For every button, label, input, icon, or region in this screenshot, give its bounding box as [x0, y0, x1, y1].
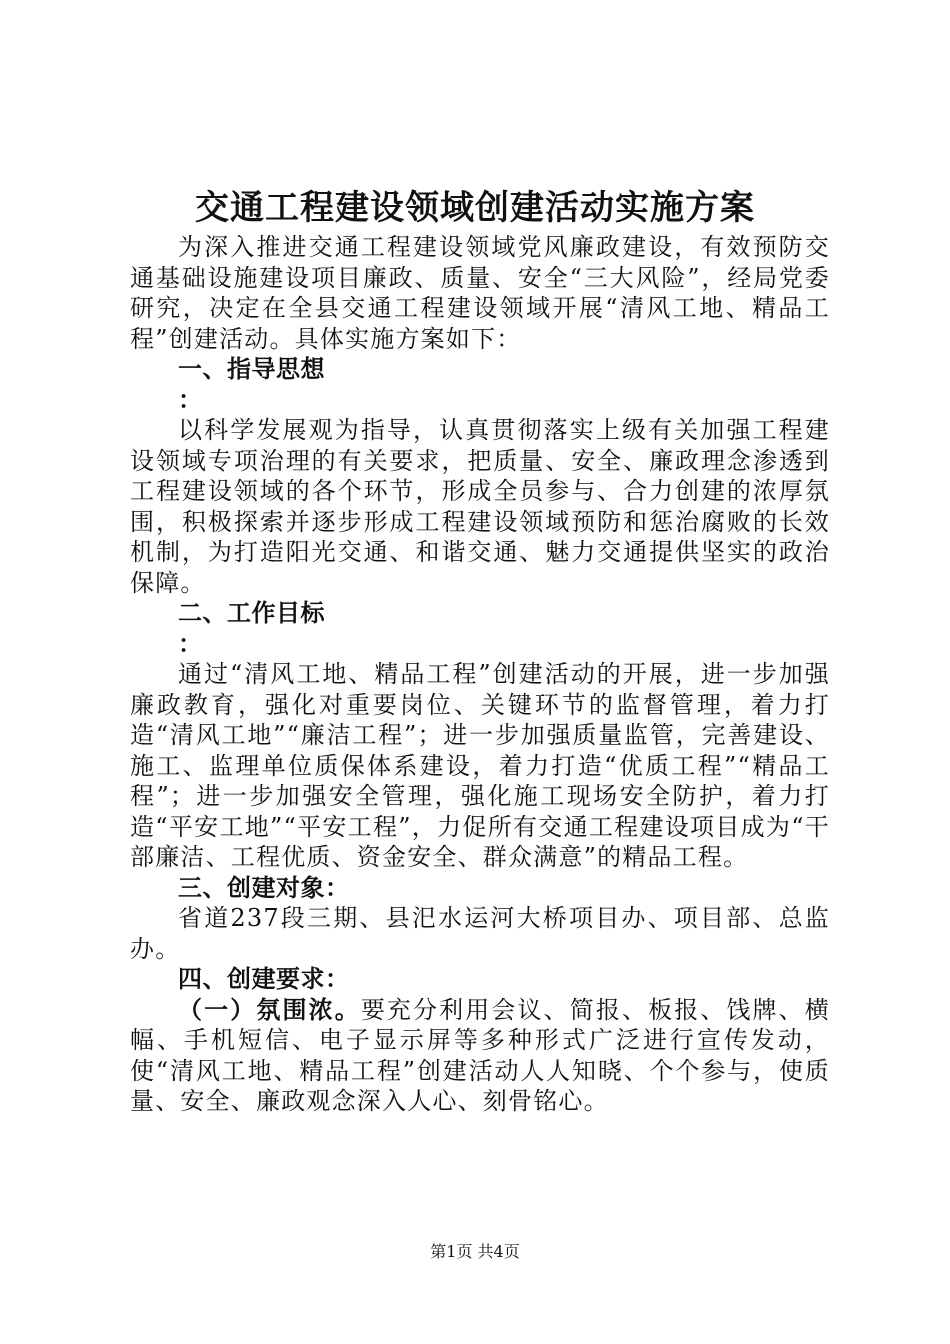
intro-paragraph: 为深入推进交通工程建设领域党风廉政建设，有效预防交通基础设施建设项目廉政、质量、安全“三大风险”，经局党委研究，决定在全县交通工程建设领域开展“清风工地、精品工程”创建活动。具体实施方案如下： — [130, 233, 830, 353]
section-heading-requirements: 四、创建要求： — [178, 965, 350, 993]
requirement-item-text: 要充分利用会议、简报、板报、饯牌、横幅、手机短信、电子显示屏等多种形式广泛进行宣传发动，使“清风工地、精品工程”创建活动人人知晓、个个参与，使质量、安全、廉政观念深入人心、刻骨铭心。 — [130, 995, 830, 1115]
page-footer: 第1页 共4页 — [430, 1242, 520, 1261]
section-heading-colon: ： — [178, 629, 204, 658]
document-body — [130, 232, 830, 1117]
requirement-item-lead: （一）氛围浓。 — [178, 995, 361, 1024]
document-title: 交通工程建设领域创建活动实施方案 — [195, 188, 755, 228]
section-heading-guiding-ideology: 一、指导思想 — [178, 355, 325, 383]
section-paragraph-requirements — [130, 995, 830, 1117]
section-paragraph-work-goals: 通过“清风工地、精品工程”创建活动的开展，进一步加强廉政教育，强化对重要岗位、关键环节的监督管理，着力打造“清风工地”“廉洁工程”；进一步加强质量监管，完善建设、施工、监理单位质保体系建设，着力打造“优质工程”“精品工程”；进一步加强安全管理，强化施工现场安全防护，着力打造“平安工地”“平安工程”，力促所有交通工程建设项目成为“干部廉洁、工程优质、资金安全、群众满意”的精品工程。 — [130, 660, 830, 871]
section-paragraph-guiding-ideology: 以科学发展观为指导，认真贯彻落实上级有关加强工程建设领域专项治理的有关要求，把质量、安全、廉政理念渗透到工程建设领域的各个环节，形成全员参与、合力创建的浓厚氛围，积极探索并逐步形成工程建设领域预防和惩治腐败的长效机制，为打造阳光交通、和谐交通、魅力交通提供坚实的政治保障。 — [130, 416, 830, 597]
section-heading-work-goals: 二、工作目标 — [178, 599, 325, 627]
section-paragraph-targets: 省道237段三期、县汜水运河大桥项目办、项目部、总监办。 — [130, 904, 830, 963]
section-heading-targets: 三、创建对象： — [178, 873, 350, 902]
section-heading-colon: ： — [178, 385, 204, 414]
